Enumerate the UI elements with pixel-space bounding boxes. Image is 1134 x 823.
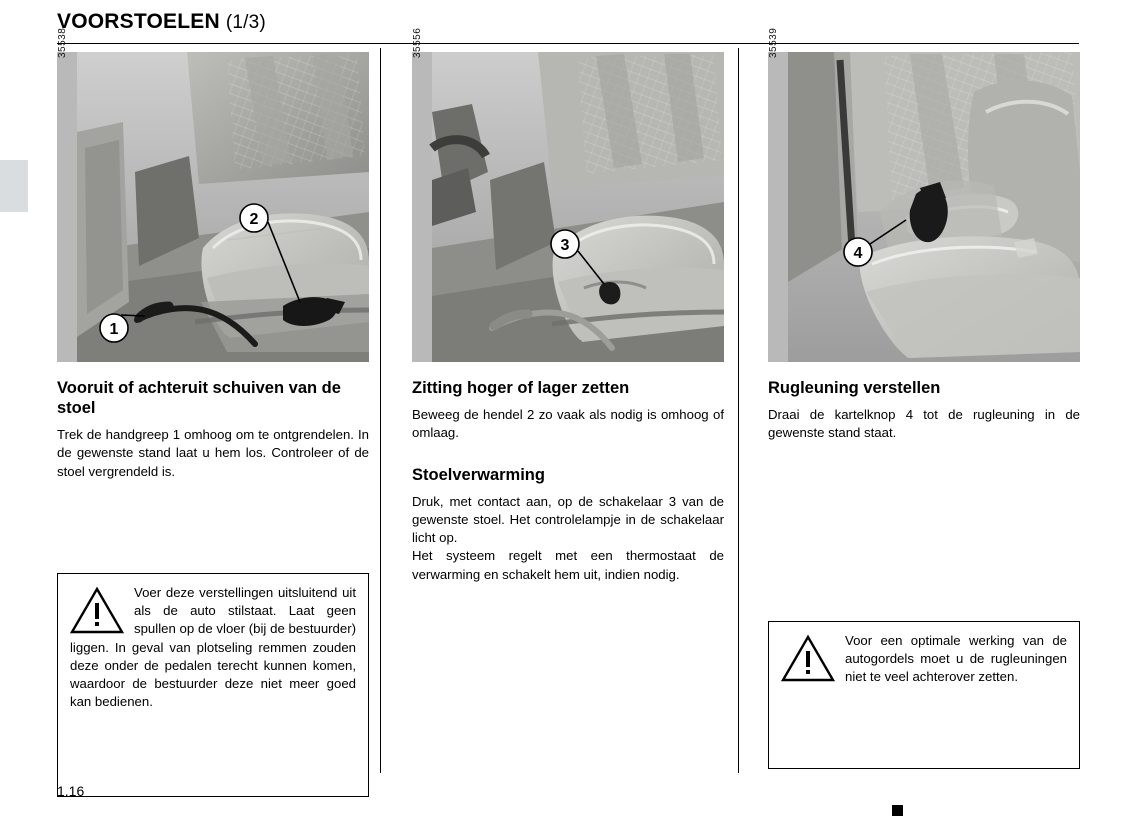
end-of-section-marker: [892, 805, 903, 816]
figure-1-image: [77, 52, 369, 362]
column-divider-1: [380, 48, 381, 773]
warning-triangle-icon: [781, 634, 835, 684]
page-edge-tab: [0, 160, 28, 212]
column-1: [57, 27, 369, 797]
warning-box-2: [768, 621, 1080, 769]
column-3: [768, 27, 1080, 769]
section-heading-1: Vooruit of achteruit schuiven van de stoel: [57, 379, 341, 418]
section-paragraph-3: Draai de kartelknop 4 tot de rugleuning in de gewenste stand staat.: [768, 407, 1080, 441]
column-divider-2: [738, 48, 739, 773]
title-divider: [57, 43, 1079, 44]
section-paragraph-2b-2: Het systeem regelt met een thermostaat de verwarming en schakelt hem uit, indien nodig.: [412, 548, 724, 582]
figure-2: [412, 27, 724, 362]
svg-text:1: 1: [109, 321, 119, 338]
svg-text:3: 3: [560, 237, 570, 254]
section-heading-2b: Stoelverwarming: [412, 465, 545, 484]
section-paragraph-2: Beweeg de hendel 2 zo vaak als nodig is omhoog of omlaag.: [412, 407, 724, 441]
page-number: 1.16: [57, 783, 85, 799]
figure-1: [57, 27, 369, 362]
section-paragraph-2b-1: Druk, met contact aan, op de schakelaar 3 van de gewenste stoel. Het controlelampje in de schakelaar licht op.: [412, 493, 724, 546]
warning-triangle-icon: [70, 586, 124, 636]
warning-text-2: Voor een optimale werking van de autogordels moet u de rugleuningen niet te veel achterover zetten.: [845, 632, 1067, 684]
figure-2-image: [432, 52, 724, 362]
figure-1-id: 35538: [57, 27, 68, 58]
page-title-main: VOORSTOELEN: [57, 10, 220, 33]
figure-3: [768, 27, 1080, 362]
svg-text:4: 4: [853, 245, 863, 262]
page-title-sub: (1/3): [225, 12, 266, 33]
column-2: [412, 27, 724, 584]
figure-3-id: 35539: [768, 27, 779, 58]
section-heading-2: Zitting hoger of lager zetten: [412, 379, 630, 397]
figure-2-id: 35556: [412, 27, 423, 58]
page-title: [57, 10, 266, 34]
warning-box-1: [57, 573, 369, 797]
section-heading-3: Rugleuning verstellen: [768, 379, 941, 397]
figure-3-image: [788, 52, 1080, 362]
svg-text:2: 2: [249, 211, 259, 228]
warning-text-1: Voer deze verstellingen uitsluitend uit als de auto stilstaat. Laat geen spullen op de vloer (bij de bestuurder) liggen. In geval van plotseling remmen zouden deze onder de pedalen terecht kunnen komen, waardoor de bestuurder deze niet meer goed kan bedienen.: [70, 584, 356, 710]
section-paragraph-1: Trek de handgreep 1 omhoog om te ontgrendelen. In de gewenste stand laat u hem los. Controleer of de stoel vergrendeld is.: [57, 427, 369, 479]
